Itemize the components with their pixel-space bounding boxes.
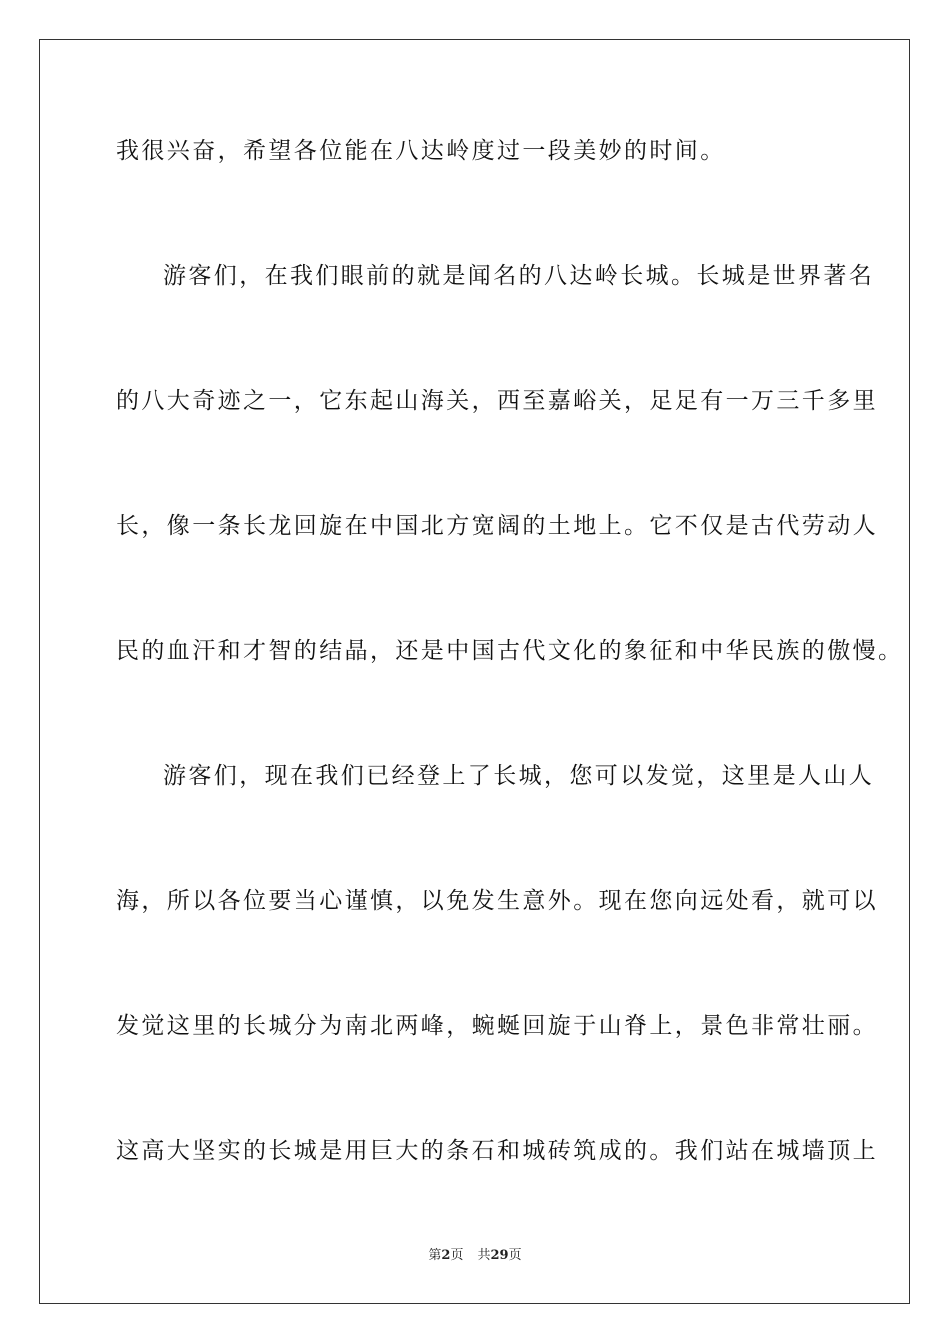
- text-line-9: 这高大坚实的长城是用巨大的条石和城砖筑成的。我们站在城墙顶上: [116, 1138, 878, 1164]
- text-line-1: 我很兴奋，希望各位能在八达岭度过一段美妙的时间。: [116, 138, 726, 164]
- text-line-2: 游客们，在我们眼前的就是闻名的八达岭长城。长城是世界著名: [163, 263, 875, 289]
- footer-total-pages: 29: [490, 1248, 509, 1263]
- text-line-8: 发觉这里的长城分为南北两峰，蜿蜒回旋于山脊上，景色非常壮丽。: [116, 1013, 878, 1039]
- text-line-5: 民的血汗和才智的结晶，还是中国古代文化的象征和中华民族的傲慢。: [116, 638, 904, 664]
- footer-page-prefix: 第: [428, 1248, 442, 1263]
- page-footer: [0, 1247, 950, 1265]
- footer-page-suffix: 页: [450, 1248, 464, 1263]
- footer-page-number: 2: [441, 1248, 451, 1263]
- text-line-4: 长，像一条长龙回旋在中国北方宽阔的土地上。它不仅是古代劳动人: [116, 513, 878, 539]
- footer-total-prefix: 共: [477, 1248, 491, 1263]
- text-line-6: 游客们，现在我们已经登上了长城，您可以发觉，这里是人山人: [163, 763, 875, 789]
- text-line-3: 的八大奇迹之一，它东起山海关，西至嘉峪关，足足有一万三千多里: [116, 388, 878, 414]
- page-border: [39, 39, 910, 1304]
- footer-total-suffix: 页: [508, 1248, 522, 1263]
- text-line-7: 海，所以各位要当心谨慎，以免发生意外。现在您向远处看，就可以: [116, 888, 878, 914]
